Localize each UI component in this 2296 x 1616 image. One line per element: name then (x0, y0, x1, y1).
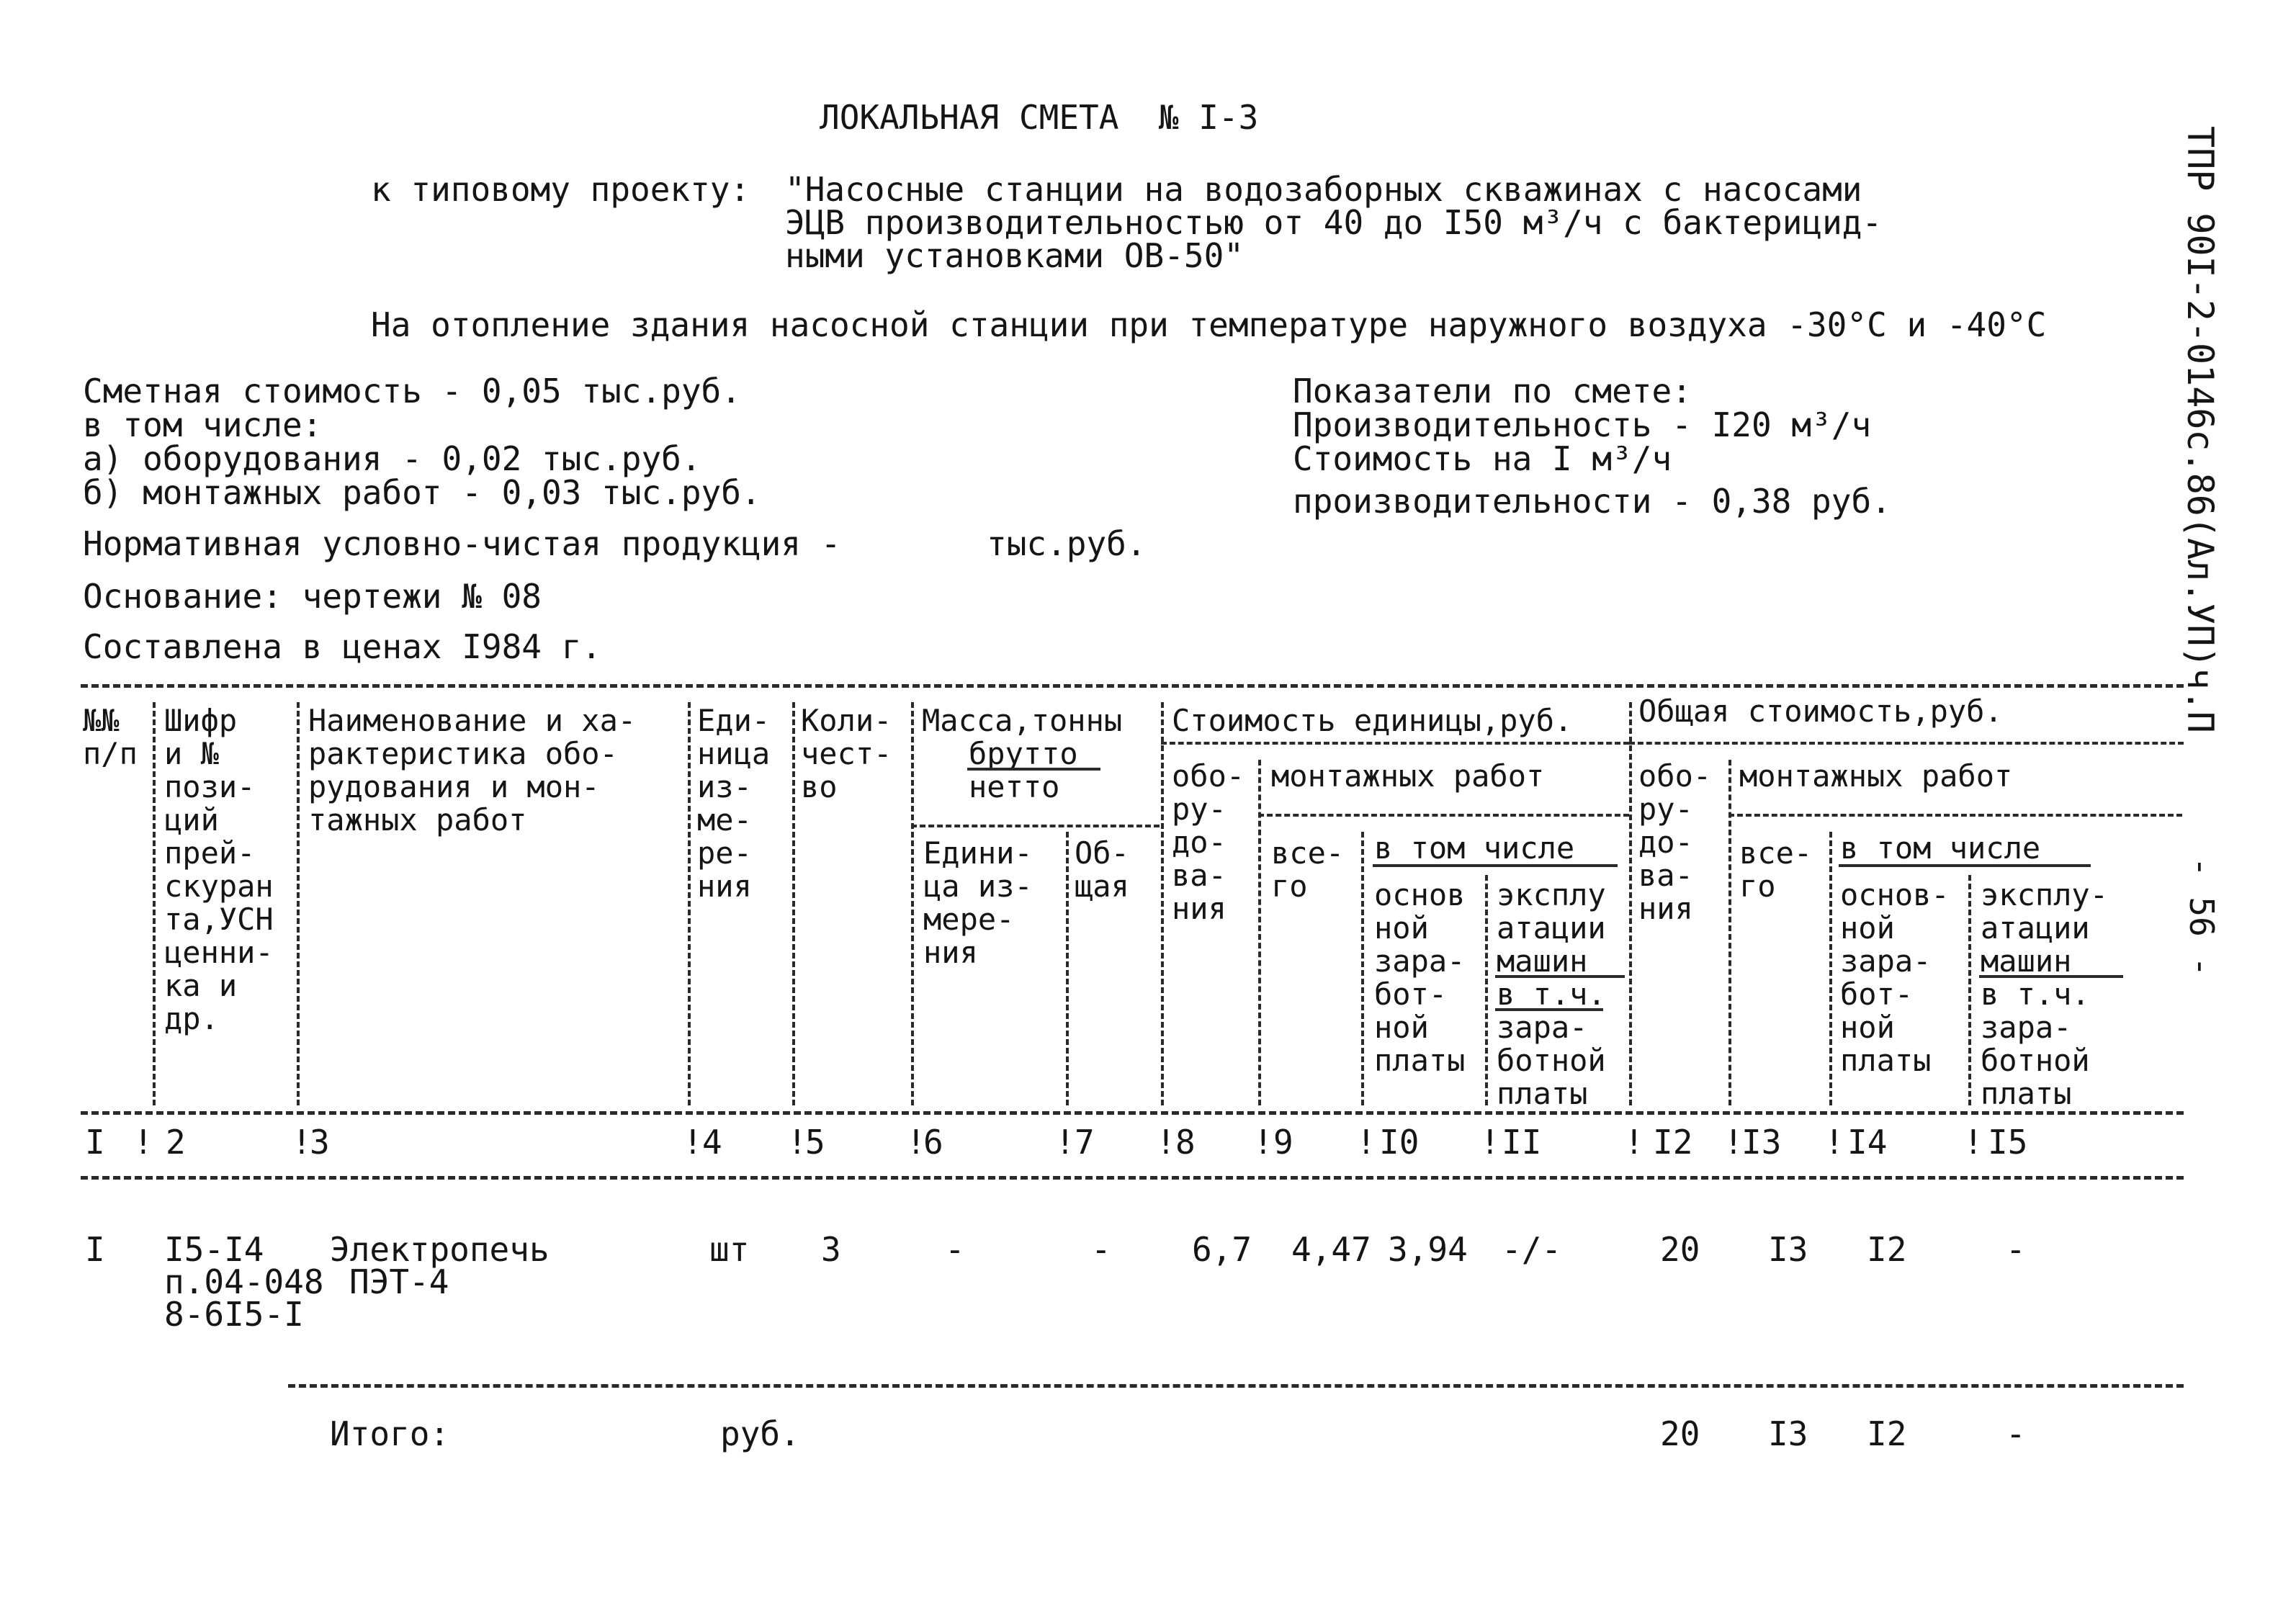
colnum-11: II (1502, 1123, 1542, 1162)
colnum-1: I (85, 1123, 105, 1162)
table-top-rule (81, 684, 2184, 688)
project-label: к типовому проекту: (371, 170, 750, 209)
indicators-heading: Показатели по смете: (1293, 372, 1692, 410)
row-mass-unit: - (945, 1230, 965, 1269)
row-total-installation: I3 (1768, 1230, 1808, 1269)
total-wage: I2 (1867, 1414, 1907, 1453)
indicator-unit-cost-2: производительности - 0,38 руб. (1293, 482, 1891, 521)
row-code-3: 8-6I5-I (164, 1295, 304, 1334)
header-unit-machines: эксплу атации машин (1497, 877, 1606, 979)
header-mass-brutto: брутто (969, 736, 1078, 771)
colnum-13: I3 (1741, 1123, 1782, 1162)
project-line-2: ЭЦВ производительностью от 40 до I50 м³/ч с бактерицид- (785, 203, 1883, 242)
total-machines: - (2006, 1414, 2026, 1453)
normative-product-label: Нормативная условно-чистая продукция - (83, 524, 841, 563)
colnum-4: 4 (702, 1123, 722, 1162)
header-mass-total: Об- щая (1075, 835, 1129, 904)
header-bottom-rule (81, 1111, 2184, 1115)
colnum-2: 2 (166, 1123, 186, 1162)
page-number: - 56 - (2182, 857, 2221, 977)
row-unit: шт (709, 1230, 750, 1269)
colnum-bottom-rule (81, 1176, 2184, 1180)
colnum-14: I4 (1847, 1123, 1888, 1162)
row-total-machines: - (2006, 1230, 2026, 1269)
total-label: Итого: (330, 1414, 450, 1453)
header-unit-including: в том числе (1374, 830, 1575, 866)
colnum-3: 3 (310, 1123, 330, 1162)
colnum-7: 7 (1075, 1123, 1095, 1162)
header-unit: Еди- ница из- ме- ре- ния (697, 703, 771, 904)
estimate-cost: Сметная стоимость - 0,05 тыс.руб. (83, 372, 741, 410)
row-total-wage: I2 (1867, 1230, 1907, 1269)
header-quantity: Коли- чест- во (801, 703, 892, 804)
estimate-installation-cost: б) монтажных работ - 0,03 тыс.руб. (83, 473, 761, 512)
colnum-5: 5 (805, 1123, 825, 1162)
colnum-6: 6 (923, 1123, 943, 1162)
total-rule (288, 1384, 2184, 1388)
header-total-basic-wage: основ- ной зара- бот- ной платы (1840, 877, 1950, 1078)
header-mass-unit: Едини- ца из- мере- ния (923, 835, 1033, 970)
header-mass-netto: нетто (969, 769, 1060, 804)
normative-product-unit: тыс.руб. (987, 524, 1147, 563)
header-total-machines: эксплу- атации машин (1981, 877, 2109, 979)
indicator-productivity: Производительность - I20 м³/ч (1293, 405, 1872, 444)
header-unit-equipment: обо- ру- до- ва- ния (1172, 758, 1245, 926)
total-equipment: 20 (1660, 1414, 1700, 1453)
header-unit-machines-wage: в т.ч. зара- ботной платы (1497, 977, 1606, 1111)
header-total-cost: Общая стоимость,руб. (1638, 693, 2003, 729)
project-line-3: ными установками ОВ-50" (785, 236, 1244, 275)
estimate-including: в том числе: (83, 405, 323, 444)
row-name-1: Электропечь (330, 1230, 550, 1269)
document-title: ЛОКАЛЬНАЯ СМЕТА № I-3 (820, 98, 1259, 137)
row-unit-machines: -/- (1502, 1230, 1562, 1269)
side-stamp: ТПР 90I-2-0146с.86(Ал.УП)ч.П (2179, 126, 2221, 733)
row-name-2: ПЭТ-4 (349, 1262, 449, 1301)
row-code-1: I5-I4 (164, 1230, 264, 1269)
row-total-equipment: 20 (1660, 1230, 1700, 1269)
colnum-10: I0 (1379, 1123, 1420, 1162)
header-name: Наименование и ха- рактеристика обо- рудования и мон- тажных работ (308, 703, 637, 838)
project-line-1: "Насосные станции на водозаборных скважинах с насосами (785, 170, 1862, 209)
row-code-2: п.04-048 (164, 1262, 324, 1301)
header-total-including: в том числе (1840, 830, 2041, 866)
total-unit: руб. (720, 1414, 800, 1453)
total-installation: I3 (1768, 1414, 1808, 1453)
estimate-equipment-cost: а) оборудования - 0,02 тыс.руб. (83, 439, 701, 478)
header-mass: Масса,тонны (922, 703, 1123, 738)
header-total-machines-wage: в т.ч. зара- ботной платы (1981, 977, 2090, 1111)
colnum-15: I5 (1988, 1123, 2028, 1162)
estimate-basis: Основание: чертежи № 08 (83, 577, 542, 616)
header-unit-installation-total: все- го (1271, 835, 1345, 904)
estimate-subtitle: На отопление здания насосной станции при температуре наружного воздуха -30°С и -40°С (371, 305, 2047, 344)
colnum-9: 9 (1273, 1123, 1293, 1162)
header-unit-installation: монтажных работ (1271, 758, 1545, 794)
row-unit-installation: 4,47 (1291, 1230, 1371, 1269)
row-unit-equipment: 6,7 (1192, 1230, 1252, 1269)
header-total-equipment: обо- ру- до- ва- ния (1638, 758, 1712, 926)
row-mass-total: - (1091, 1230, 1111, 1269)
colnum-12: I2 (1653, 1123, 1693, 1162)
row-quantity: 3 (821, 1230, 841, 1269)
header-code: Шифр и № пози- ций прей- скуран та,УСН ценни- ка и др. (164, 703, 274, 1036)
header-unit-basic-wage: основ ной зара- бот- ной платы (1374, 877, 1466, 1078)
header-total-installation: монтажных работ (1739, 758, 2013, 794)
header-number: №№ п/п (83, 703, 138, 771)
header-unit-cost: Стоимость единицы,руб. (1172, 703, 1573, 738)
row-number: I (85, 1230, 105, 1269)
estimate-prices-year: Составлена в ценах I984 г. (83, 627, 602, 666)
row-unit-wage: 3,94 (1388, 1230, 1468, 1269)
indicator-unit-cost-1: Стоимость на I м³/ч (1293, 439, 1672, 478)
colnum-8: 8 (1175, 1123, 1196, 1162)
header-total-installation-total: все- го (1739, 835, 1813, 904)
